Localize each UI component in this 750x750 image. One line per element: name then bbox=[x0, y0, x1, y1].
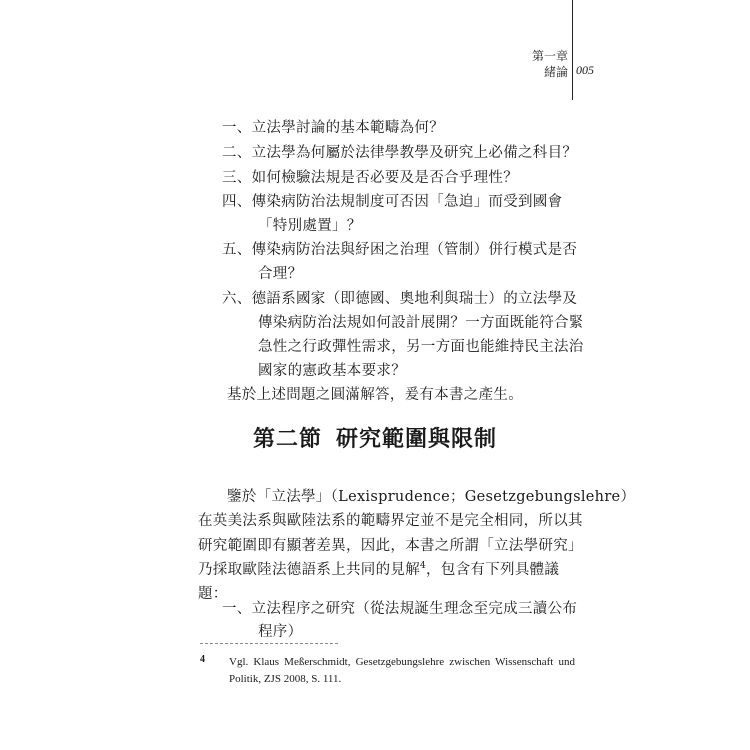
paragraph-line: 研究範圍即有顯著差異，因此，本書之所謂「立法學研究」 bbox=[198, 538, 583, 554]
page-number: 005 bbox=[576, 63, 594, 77]
question-item: 一、立法學討論的基本範疇為何？ bbox=[222, 120, 444, 136]
header-divider-line bbox=[572, 0, 573, 100]
question-item: 六、德語系國家（即德國、奧地利與瑞士）的立法學及 bbox=[222, 291, 578, 307]
paragraph-line: 鑒於「立法學」（Lexisprudence；Gesetzgebungslehre） bbox=[227, 489, 636, 505]
question-item-continued: 國家的憲政基本要求？ bbox=[258, 363, 406, 379]
section-number: 第二節 bbox=[252, 426, 322, 452]
section-heading bbox=[0, 422, 750, 453]
paragraph-line: 乃採取歐陸法德語系上共同的見解$^4$，包含有下列具體議 bbox=[198, 561, 560, 578]
question-item-continued: 傳染病防治法規如何設計展開？一方面既能符合緊 bbox=[258, 315, 584, 331]
running-header-chapter: 第一章 bbox=[532, 49, 569, 63]
question-item-continued: 合理？ bbox=[258, 266, 303, 282]
paragraph-line: 在英美法系與歐陸法系的範疇界定並不是完全相同，所以其 bbox=[198, 513, 583, 529]
question-item: 四、傳染病防治法規制度可否因「急迫」而受到國會 bbox=[222, 194, 563, 210]
question-item: 五、傳染病防治法與紓困之治理（管制）併行模式是否 bbox=[222, 242, 578, 258]
footnote-reference: 4 bbox=[420, 561, 427, 572]
footnote-text: Vgl. Klaus Meßerschmidt, Gesetzgebungslehre zwischen Wissenschaft und Politik, ZJS 2008, S. 111. bbox=[229, 656, 575, 685]
question-item-continued: 「特別處置」？ bbox=[258, 218, 362, 234]
section-title: 研究範圍與限制 bbox=[336, 426, 498, 452]
question-item-continued: 急性之行政彈性需求，另一方面也能維持民主法治 bbox=[258, 339, 584, 355]
summary-sentence: 基於上述問題之圓滿解答，爰有本書之產生。 bbox=[227, 387, 523, 403]
list-item: 一、立法程序之研究（從法規誕生理念至完成三讀公布 bbox=[222, 601, 578, 617]
question-item: 三、如何檢驗法規是否必要及是否合乎理性？ bbox=[222, 170, 518, 186]
question-item: 二、立法學為何屬於法律學教學及研究上必備之科目？ bbox=[222, 145, 578, 161]
running-header-section: 緒論 bbox=[543, 65, 568, 79]
list-item-continued: 程序） bbox=[258, 624, 303, 640]
paragraph-line: 題： bbox=[198, 586, 228, 602]
footnote-number: 4 bbox=[200, 654, 205, 665]
footnote-separator bbox=[200, 643, 338, 644]
